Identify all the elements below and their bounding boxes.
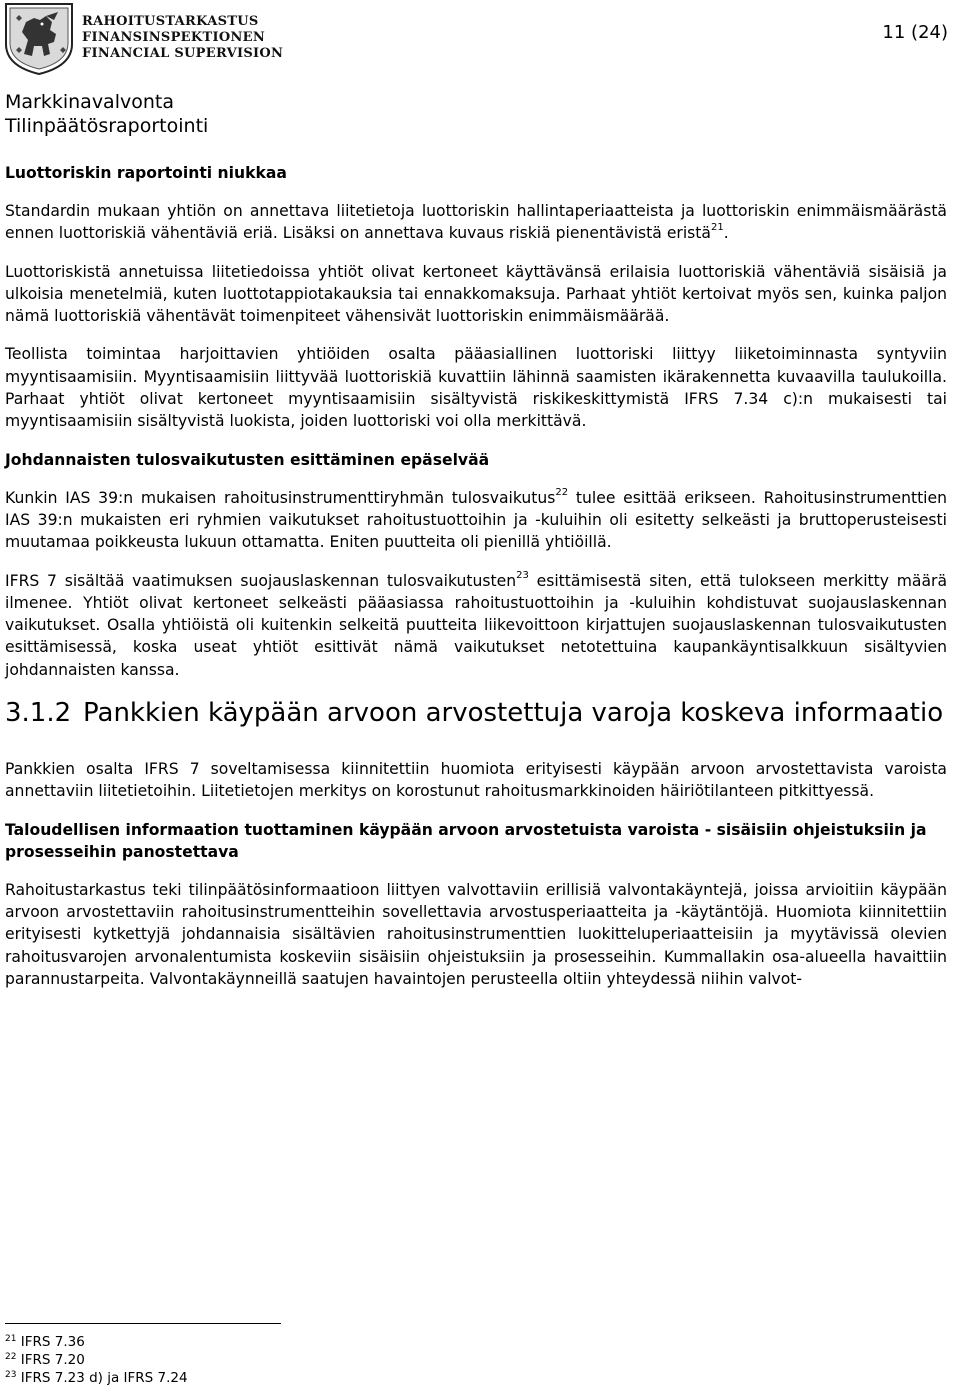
paragraph-text: .	[723, 224, 729, 243]
org-name-line-1: RAHOITUSTARKASTUS	[82, 14, 259, 29]
department-name: Markkinavalvonta	[5, 91, 174, 113]
footnotes	[5, 1333, 188, 1387]
footnote-number: 21	[5, 1334, 17, 1344]
subheading-fair-value: Taloudellisen informaation tuottaminen käypään arvoon arvostetuista varoista - sisäisiin ohjeistuksiin ja prosesseihin panostettava	[5, 820, 927, 861]
footnote-text: IFRS 7.20	[20, 1352, 85, 1368]
paragraph-text: Standardin mukaan yhtiön on annettava liitetietoja luottoriskin hallintaperiaatteista ja luottoriskin enimmäismäärästä ennen luottoriskiä vähentäviä eriä. Lisäksi on annettava kuvaus riskiä pienentävistä eristä	[5, 202, 947, 243]
subheading-derivatives: Johdannaisten tulosvaikutusten esittäminen epäselvää	[5, 450, 490, 469]
footnote	[5, 1333, 188, 1351]
paragraph-text: IFRS 7 sisältää vaatimuksen suojauslaskennan tulosvaikutusten	[5, 571, 517, 590]
page-number: 11 (24)	[882, 22, 948, 43]
document-body	[5, 162, 947, 1006]
lion-crest-logo-icon	[2, 0, 76, 76]
report-topic: Tilinpäätösraportointi	[5, 115, 209, 137]
org-name-line-3: FINANCIAL SUPERVISION	[82, 46, 284, 61]
section-title: Pankkien käypään arvoon arvostettuja varoja koskeva informaatio	[83, 698, 944, 729]
footnote-divider	[5, 1323, 281, 1324]
paragraph: Teollista toimintaa harjoittavien yhtiöiden osalta pääasiallinen luottoriski liittyy liiketoiminnasta syntyviin myyntisaamisiin. Myyntisaamisiin liittyvää luottoriskiä kuvattiin lähinnä saamisten ikärakennetta kuvaavilla taulukoilla. Parhaat yhtiöt olivat kertoneet myyntisaamisiin sisältyvistä riskikeskittymistä IFRS 7.34 c):n mukaisesti tai myyntisaamisiin sisältyvistä luokista, joiden luottoriski voi olla merkittävä.	[5, 345, 947, 431]
footnote-ref: 22	[555, 486, 569, 498]
paragraph	[5, 200, 947, 245]
footnote-number: 23	[5, 1370, 17, 1380]
paragraph: Rahoitustarkastus teki tilinpäätösinformaatioon liittyen valvottaviin erillisiä valvontakäyntejä, joissa arvioitiin käypään arvoon arvostettaviin rahoitusinstrumentteihin sovellettavia arvostusperiaatteita ja -käytäntöjä. Huomiota kiinnitettiin erityisesti kytkettyjä johdannaisia sisältävien rahoitusinstrumenttien luokitteluperiaatteisiin ja myytävissä olevien rahoitusvarojen arvonalentumista koskeviin sisäisiin ohjeistuksiin ja prosesseihin. Kummallakin osa-alueella havaittiin parannustarpeita. Valvontakäynneillä saatujen havaintojen perusteella oltiin yhteydessä niihin valvot-	[5, 880, 947, 988]
organization-name	[82, 14, 283, 62]
paragraph-text: Kunkin IAS 39:n mukaisen rahoitusinstrumenttiryhmän tulosvaikutus	[5, 488, 556, 507]
paragraph: Pankkien osalta IFRS 7 soveltamisessa kiinnitettiin huomiota erityisesti käypään arvoon arvostettavista varoista annettaviin liitetietoihin. Liitetietojen merkitys on korostunut rahoitusmarkkinoiden häiriötilanteen pitkittyessä.	[5, 760, 947, 801]
section-number: 3.1.2	[5, 698, 72, 729]
paragraph	[5, 487, 947, 554]
footnote-text: IFRS 7.36	[20, 1334, 85, 1350]
footnote-ref: 21	[710, 222, 724, 234]
section-heading	[5, 697, 947, 730]
footnote	[5, 1369, 188, 1387]
paragraph-text: esittämisestä siten, että tulokseen merkitty määrä ilmenee. Yhtiöt olivat kertoneet selkeästi pääasiassa rahoitustuottoihin ja -kuluihin kohdistuvat suojauslaskennan vaikutukset. Osalla yhtiöistä oli kuitenkin selkeitä puutteita liikevoittoon kirjattujen suojauslaskennan tulosvaikutusten esittämisessä, koska useat yhtiöt esittivät nämä vaikutukset netotettuina kaupankäyntisalkkuun sisältyvien johdannaisten kanssa.	[5, 571, 947, 679]
department-label	[5, 90, 208, 138]
org-name-line-2: FINANSINSPEKTIONEN	[82, 30, 266, 45]
subheading-credit-risk: Luottoriskin raportointi niukkaa	[5, 164, 287, 182]
footnote-text: IFRS 7.23 d) ja IFRS 7.24	[20, 1370, 188, 1386]
paragraph	[5, 570, 947, 681]
paragraph: Luottoriskistä annetuissa liitetiedoissa yhtiöt olivat kertoneet käyttävänsä erilaisia luottoriskiä vähentäviä sisäisiä ja ulkoisia menetelmiä, kuten luottotappiotakauksia tai ennakkomaksuja. Parhaat yhtiöt kertoivat myös sen, kuinka paljon nämä luottoriskiä vähentävät toimenpiteet vähensivät luottoriskin enimmäismäärää.	[5, 262, 947, 326]
footnote-number: 22	[5, 1352, 17, 1362]
footnote	[5, 1351, 188, 1369]
paragraph-text: tulee esittää erikseen. Rahoitusinstrumenttien IAS 39:n mukaisten eri ryhmien vaikutukset rahoitustuottoihin ja -kuluihin oli esitetty selkeästi ja bruttoperusteisesti muutamaa poikkeusta lukuun ottamatta. Eniten puutteita oli pienillä yhtiöillä.	[5, 488, 947, 552]
footnote-ref: 23	[516, 569, 529, 581]
